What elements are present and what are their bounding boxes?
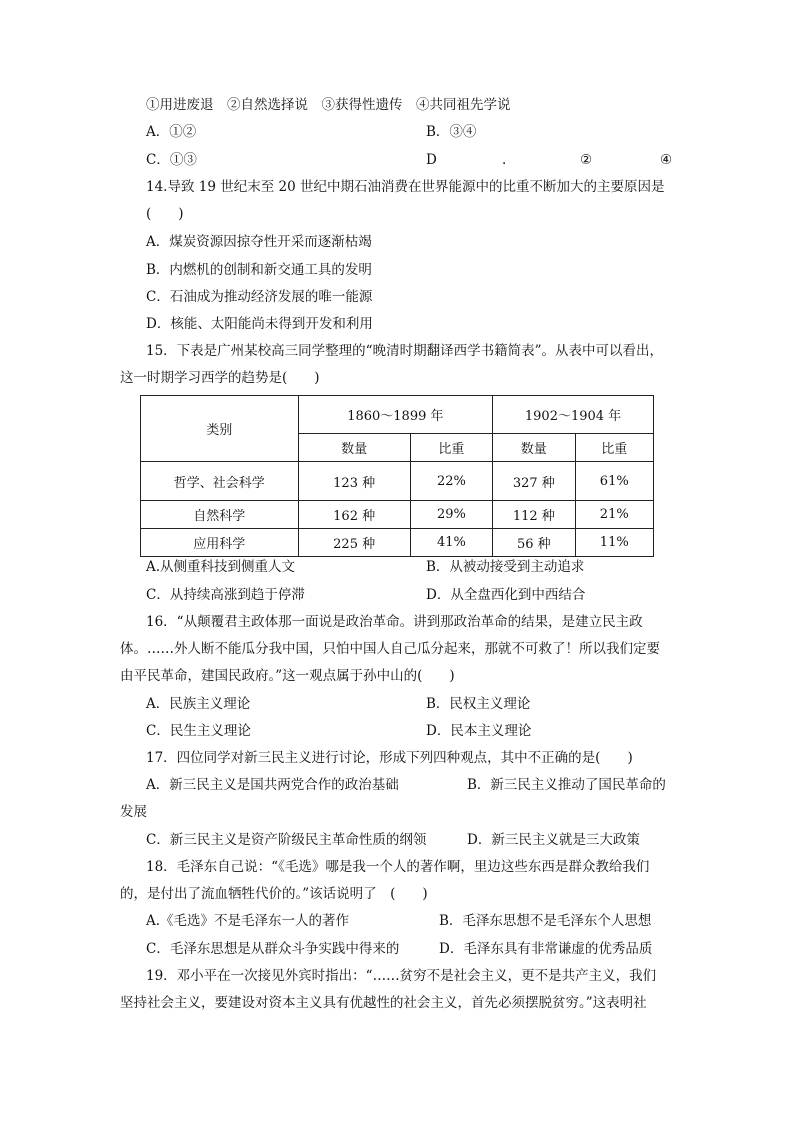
row-category: 应用科学: [141, 528, 299, 556]
row-ratio-1: 22%: [410, 462, 492, 500]
header-category: 类别: [141, 396, 299, 462]
q18-line1: 18．毛泽东自己说：“《毛选》哪是我一个人的著作啊，里边这些东西是群众教给我们: [146, 859, 650, 875]
q19-line2: 坚持社会主义，要建设对资本主义具有优越性的社会主义，首先必须摆脱贫穷。”这表明社: [120, 995, 647, 1011]
q16-option-d: D．民本主义理论: [426, 723, 532, 739]
row-count-2: 56 种: [493, 528, 575, 556]
q15-option-a: A.从侧重科技到侧重人文: [146, 559, 296, 575]
row-count-2: 112 种: [493, 500, 575, 528]
row-ratio-2: 11%: [575, 528, 654, 556]
q16-option-c: C．民生主义理论: [146, 723, 251, 739]
row-count-1: 123 种: [298, 462, 410, 500]
subheader-ratio-1: 比重: [410, 434, 492, 462]
q17-option-b: B．新三民主义推动了国民革命的: [467, 777, 666, 793]
q18-option-b: B．毛泽东思想不是毛泽东个人思想: [439, 913, 652, 929]
q14-stem-line1: 14.导致 19 世纪末至 20 世纪中期石油消费在世界能源中的比重不断加大的主要原因是: [146, 179, 665, 195]
q17-option-b-cont: 发展: [120, 804, 147, 820]
q17-option-a: A．新三民主义是国共两党合作的政治基础: [146, 777, 399, 793]
subheader-count-1: 数量: [298, 434, 410, 462]
row-category: 哲学、社会科学: [141, 462, 299, 500]
q16-option-a: A．民族主义理论: [146, 696, 251, 712]
q13-statements: ①用进废退 ②自然选择说 ③获得性遗传 ④共同祖先学说: [146, 97, 511, 113]
q13-option-c: C．①③: [146, 152, 197, 168]
q14-option-a: A．煤炭资源因掠夺性开采而逐渐枯竭: [146, 234, 372, 250]
row-ratio-1: 41%: [410, 528, 492, 556]
q14-option-b: B．内燃机的创制和新交通工具的发明: [146, 262, 372, 278]
row-count-1: 225 种: [298, 528, 410, 556]
subheader-ratio-2: 比重: [575, 434, 654, 462]
q13-option-d-dot: .: [502, 152, 507, 168]
table-row: [141, 462, 654, 500]
row-ratio-1: 29%: [410, 500, 492, 528]
header-period-2: 1902～1904 年: [493, 396, 654, 434]
q13-option-d-b: ④: [660, 152, 673, 168]
q15-option-d: D．从全盘西化到中西结合: [426, 587, 586, 603]
q19-line1: 19．邓小平在一次接见外宾时指出：“……贫穷不是社会主义，更不是共产主义，我们: [146, 968, 657, 984]
row-ratio-2: 61%: [575, 462, 654, 500]
q13-option-a: A．①②: [146, 124, 197, 140]
q16-line2: 体。……外人断不能瓜分我中国，只怕中国人自己瓜分起来，那就不可救了！所以我们定要: [120, 641, 660, 657]
q13-option-d-a: ②: [580, 152, 593, 168]
q15-option-b: B．从被动接受到主动追求: [426, 559, 585, 575]
q14-stem-line2: ( ): [146, 206, 184, 222]
q13-option-d-letter: D: [426, 152, 437, 168]
q15-option-c: C．从持续高涨到趋于停滞: [146, 587, 305, 603]
row-count-2: 327 种: [493, 462, 575, 500]
translation-stats-table: [140, 395, 654, 557]
q17-stem: 17．四位同学对新三民主义进行讨论，形成下列四种观点，其中不正确的是( ): [146, 750, 633, 766]
q17-option-c: C．新三民主义是资产阶级民主革命性质的纲领: [146, 832, 427, 848]
q18-option-c: C．毛泽东思想是从群众斗争实践中得来的: [146, 941, 400, 957]
q16-line3: 由平民革命，建国民政府。”这一观点属于孙中山的( ): [120, 668, 455, 684]
q18-option-d: D．毛泽东具有非常谦虚的优秀品质: [439, 941, 653, 957]
row-ratio-2: 21%: [575, 500, 654, 528]
q15-stem-line2: 这一时期学习西学的趋势是( ): [120, 370, 320, 386]
q13-option-b: B．③④: [426, 124, 477, 140]
q16-option-b: B．民权主义理论: [426, 696, 531, 712]
q17-option-d: D．新三民主义就是三大政策: [467, 832, 640, 848]
q18-option-a: A.《毛选》不是毛泽东一人的著作: [146, 913, 350, 929]
row-category: 自然科学: [141, 500, 299, 528]
q18-line2: 的，是付出了流血牺牲代价的。”该话说明了 ( ): [120, 886, 428, 902]
q15-stem-line1: 15．下表是广州某校高三同学整理的“晚清时期翻译西学书籍简表”。从表中可以看出，: [146, 343, 663, 359]
header-period-1: 1860～1899 年: [298, 396, 493, 434]
table-row: [141, 528, 654, 556]
row-count-1: 162 种: [298, 500, 410, 528]
subheader-count-2: 数量: [493, 434, 575, 462]
q14-option-d: D．核能、太阳能尚未得到开发和利用: [146, 316, 373, 332]
table-row: [141, 500, 654, 528]
q14-option-c: C．石油成为推动经济发展的唯一能源: [146, 289, 373, 305]
q16-line1: 16．“从颠覆君主政体那一面说是政治革命。讲到那政治革命的结果，是建立民主政: [146, 614, 643, 630]
